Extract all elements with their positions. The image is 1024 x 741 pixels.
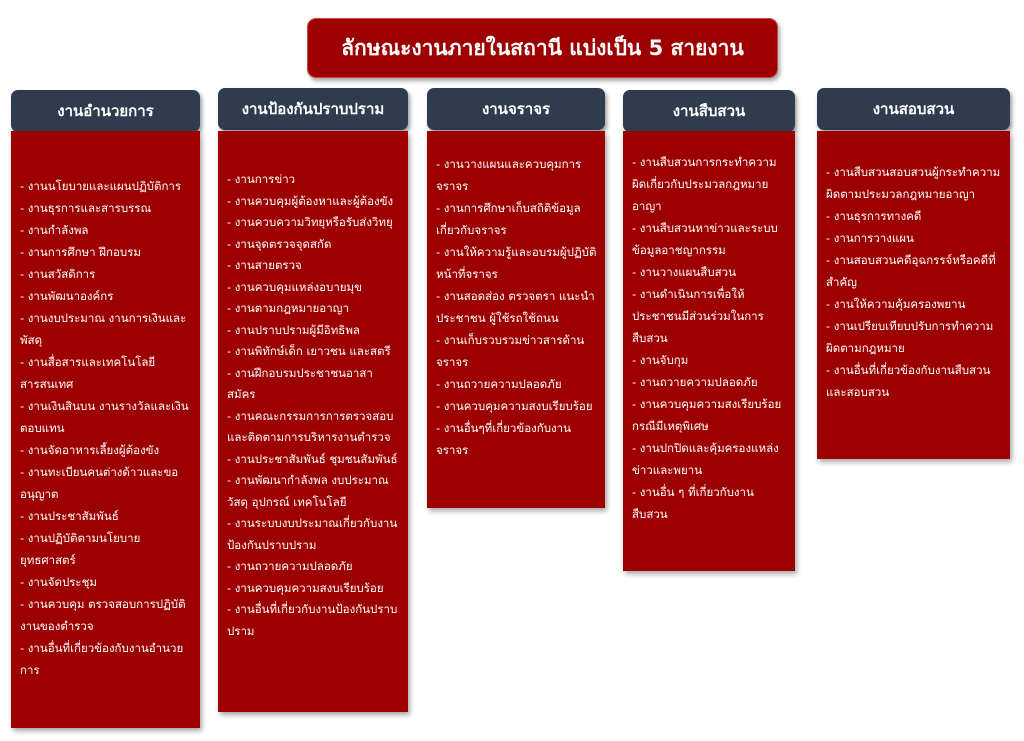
list-item: - งานสอดส่อง ตรวจตรา แนะนำประชาชน ผู้ใช้รถใช้ถนน xyxy=(436,289,595,325)
list-item: - งานควบคุมแหล่งอบายมุข xyxy=(227,279,362,294)
list-item: - งานอื่นที่เกี่ยวกับงานป้องกันปราบปราม xyxy=(227,602,398,638)
list-item: - งานพัฒนาองค์กร xyxy=(20,289,114,303)
list-item: - งานให้ความรู้และอบรมผู้ปฏิบัติหน้าที่จราจร xyxy=(436,245,597,281)
list-item: - งานจุดตรวจจุดสกัด xyxy=(227,236,332,251)
list-item: - งานสื่อสารและเทคโนโลยีสารสนเทศ xyxy=(20,355,156,391)
list-item: - งานอื่นๆที่เกี่ยวข้องกับงานจราจร xyxy=(436,421,571,457)
list-item: - งานการข่าว xyxy=(227,172,296,186)
column-body-crime-prevention xyxy=(218,131,408,712)
list-item: - งานสายตรวจ xyxy=(227,258,302,272)
list-item: - งานจัดอาหารเลี้ยงผู้ต้องขัง xyxy=(20,443,160,457)
list-item: - งานพัฒนากำลังพล งบประมาณ วัสดุ อุปกรณ์ เทคโนโลยี xyxy=(227,473,389,509)
list-item: - งานควบความวิทยุหรือรับส่งวิทยุ xyxy=(227,215,393,229)
list-item: - งานอื่นที่เกี่ยวข้องกับงานอำนวยการ xyxy=(20,641,184,677)
list-item: - งานระบบงบประมาณเกี่ยวกับงานป้องกันปราบปราม xyxy=(227,516,398,552)
column-body-admin xyxy=(11,131,200,728)
list-item: - งานกำลังพล xyxy=(20,223,89,237)
list-item: - งานเงินสินบน งานรางวัลและเงินตอบแทน xyxy=(20,399,189,435)
list-item: - งานให้ความคุ้มครองพยาน xyxy=(826,297,966,311)
column-body-investigation xyxy=(623,131,795,571)
list-item: - งานสืบสวนการกระทำความผิดเกี่ยวกับประมวลกฎหมายอาญา xyxy=(632,155,777,213)
list-item: - งานควบคุมความสงบเรียบร้อย xyxy=(436,399,593,413)
diagram-title: ลักษณะงานภายในสถานี แบ่งเป็น 5 สายงาน xyxy=(307,18,778,78)
list-item: - งานสอบสวนคดีอุฉกรรจ์หรือคดีที่สำคัญ xyxy=(826,253,996,289)
list-item: - งานอื่นที่เกี่ยวข้องกับงานสืบสวนและสอบสวน xyxy=(826,363,991,399)
list-item: - งานการศึกษาเก็บสถิติข้อมูลเกี่ยวกับจราจร xyxy=(436,201,581,237)
list-item: - งานควบคุมความสงเรียบร้อยกรณีมีเหตุพิเศษ xyxy=(632,397,782,433)
list-item: - งานนโยบายและแผนปฏิบัติการ xyxy=(20,179,182,193)
list-item: - งานควบคุมความสงบเรียบร้อย xyxy=(227,580,384,595)
list-item: - งานประชาสัมพันธ์ ชุมชนสัมพันธ์ xyxy=(227,451,398,466)
column-body-traffic xyxy=(427,131,605,508)
column-header-inquiry: งานสอบสวน xyxy=(817,88,1010,130)
list-item: - งานคณะกรรมการการตรวจสอบและติดตามการบริหารงานตำรวจ xyxy=(227,408,394,444)
list-item: - งานสืบสวนหาข่าวและระบบข้อมูลอาชญากรรม xyxy=(632,221,778,257)
list-item: - งานพิทักษ์เด็ก เยาวชน และสตรี xyxy=(227,344,391,358)
list-item: - งานถวายความปลอดภัย xyxy=(227,559,353,573)
list-item: - งานทะเบียนคนต่างด้าวและขออนุญาต xyxy=(20,465,179,501)
list-item: - งานงบประมาณ งานการเงินและพัสดุ xyxy=(20,311,187,347)
list-item: - งานควบคุม ตรวจสอบการปฏิบัติงานของตำรวจ xyxy=(20,597,186,633)
list-item: - งานธุรการทางคดี xyxy=(826,209,922,223)
column-header-traffic: งานจราจร xyxy=(427,88,605,130)
list-item: - งานการวางแผน xyxy=(826,231,914,245)
list-item: - งานวางแผนและควบคุมการจราจร xyxy=(436,157,582,193)
list-item: - งานวางแผนสืบสวน xyxy=(632,265,736,279)
list-item: - งานควบคุมผู้ต้องหาและผู้ต้องขัง xyxy=(227,193,394,208)
list-item: - งานประชาสัมพันธ์ xyxy=(20,509,119,523)
column-header-admin: งานอำนวยการ xyxy=(11,90,200,132)
list-item: - งานจับกุม xyxy=(632,353,689,367)
list-item: - งานสวัสดิการ xyxy=(20,267,96,281)
list-item: - งานถวายความปลอดภัย xyxy=(632,375,758,389)
column-header-crime-prevention: งานป้องกันปราบปราม xyxy=(218,88,408,130)
list-item: - งานฝึกอบรมประชาชนอาสาสมัคร xyxy=(227,365,373,401)
list-item: - งานจัดประชุม xyxy=(20,575,97,589)
list-item: - งานธุรการและสารบรรณ xyxy=(20,201,152,215)
column-header-investigation: งานสืบสวน xyxy=(623,90,795,132)
list-item: - งานถวายความปลอดภัย xyxy=(436,377,562,391)
list-item: - งานเปรียบเทียบปรับการทำความผิดตามกฎหมาย xyxy=(826,319,994,355)
list-item: - งานปกปิดและคุ้มครองแหล่งข่าวและพยาน xyxy=(632,441,779,477)
list-item: - งานอื่น ๆ ที่เกี่ยวกับงานสืบสวน xyxy=(632,485,754,521)
column-body-inquiry xyxy=(817,131,1010,459)
list-item: - งานตามกฎหมายอาญา xyxy=(227,301,349,315)
list-item: - งานสืบสวนสอบสวนผู้กระทำความผิดตามประมวลกฎหมายอาญา xyxy=(826,165,1001,201)
list-item: - งานการศึกษา ฝึกอบรม xyxy=(20,245,141,259)
list-item: - งานเก็บรวบรวมข่าวสารด้านจราจร xyxy=(436,333,585,369)
list-item: - งานดำเนินการเพื่อให้ประชาชนมีส่วนร่วมในการสืบสวน xyxy=(632,287,764,345)
list-item: - งานปฏิบัติตามนโยบายยุทธศาสตร์ xyxy=(20,531,141,567)
list-item: - งานปราบปรามผู้มีอิทธิพล xyxy=(227,322,360,337)
